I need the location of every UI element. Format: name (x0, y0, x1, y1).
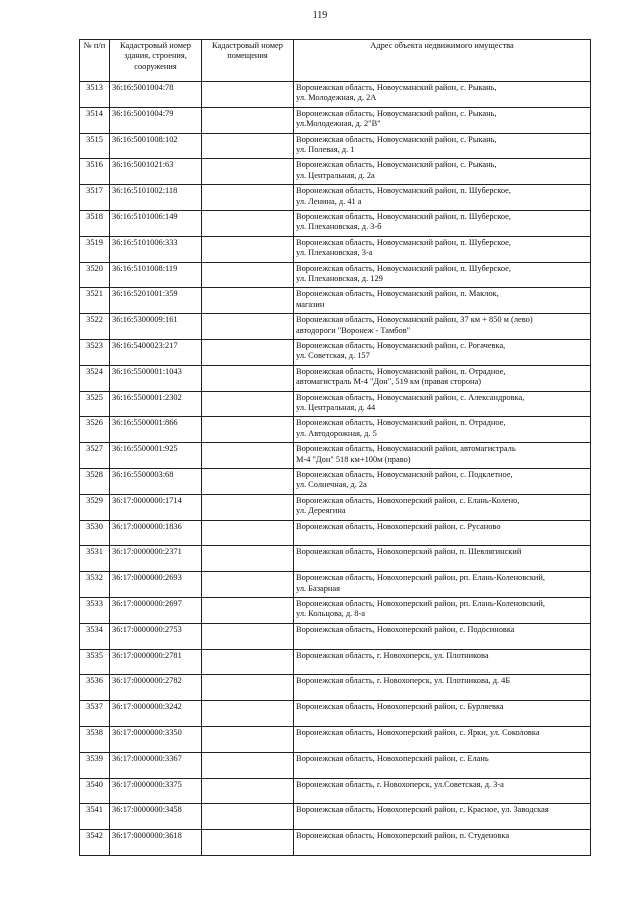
room-cadastral-number-cell (202, 468, 294, 494)
room-cadastral-number-cell (202, 520, 294, 546)
building-cadastral-number-cell: 36:16:5001004:79 (110, 107, 202, 133)
building-cadastral-number-cell: 36:17:0000000:1714 (110, 494, 202, 520)
room-cadastral-number-cell (202, 314, 294, 340)
table-row (80, 82, 591, 108)
address-line: магазин (296, 299, 325, 309)
room-cadastral-number-cell (202, 494, 294, 520)
row-number-cell: 3542 (80, 830, 110, 856)
property-address-cell (294, 778, 591, 804)
room-cadastral-number-cell (202, 288, 294, 314)
row-number-cell: 3529 (80, 494, 110, 520)
building-cadastral-number-cell: 36:16:5500001:1043 (110, 365, 202, 391)
building-cadastral-number-cell: 36:16:5400023:217 (110, 339, 202, 365)
property-address-cell (294, 82, 591, 108)
building-cadastral-number-cell: 36:16:5500001:2302 (110, 391, 202, 417)
room-cadastral-number-cell (202, 778, 294, 804)
address-line: Воронежская область, Новоусманский район, п. Отрадное, (296, 418, 506, 428)
table-row (80, 520, 591, 546)
building-cadastral-number-cell: 36:17:0000000:3618 (110, 830, 202, 856)
table-row (80, 830, 591, 856)
room-cadastral-number-cell (202, 675, 294, 701)
row-number-cell: 3520 (80, 262, 110, 288)
property-address-cell (294, 107, 591, 133)
address-line: М-4 "Дон" 518 км+100м (право) (296, 454, 411, 464)
header-property-address: Адрес объекта недвижимого имущества (294, 40, 591, 82)
row-number-cell: 3539 (80, 752, 110, 778)
building-cadastral-number-cell: 36:17:0000000:2782 (110, 675, 202, 701)
room-cadastral-number-cell (202, 701, 294, 727)
building-cadastral-number-cell: 36:16:5300009:161 (110, 314, 202, 340)
address-line: ул. Полевая, д. 1 (296, 145, 355, 154)
property-registry-table (79, 39, 591, 856)
building-cadastral-number-cell: 36:16:5101006:333 (110, 236, 202, 262)
building-cadastral-number-cell: 36:17:0000000:2753 (110, 623, 202, 649)
table-row (80, 133, 591, 159)
row-number-cell: 3518 (80, 210, 110, 236)
property-address-cell (294, 443, 591, 469)
address-line: Воронежская область, Новоусманский район, с. Рыкань, (296, 134, 497, 144)
property-address-cell (294, 210, 591, 236)
room-cadastral-number-cell (202, 185, 294, 211)
property-address-cell (294, 236, 591, 262)
address-line: Воронежская область, Новоусманский район, с. Подклетное, (296, 469, 513, 479)
address-line: ул. Солнечная, д. 2а (296, 480, 367, 490)
address-line: Воронежская область, Новоусманский район, с. Александровка, (296, 392, 525, 402)
room-cadastral-number-cell (202, 546, 294, 572)
table-row (80, 417, 591, 443)
property-address-cell (294, 546, 591, 572)
room-cadastral-number-cell (202, 365, 294, 391)
address-line: Воронежская область, Новохоперский район, с. Елань (296, 753, 489, 763)
row-number-cell: 3534 (80, 623, 110, 649)
header-room-cadastral-number: Кадастровый номер помещения (202, 40, 294, 82)
address-line: Воронежская область, Новохоперский район, рп. Елань-Коленовский, (296, 598, 545, 608)
property-address-cell (294, 133, 591, 159)
table-row (80, 262, 591, 288)
address-line: Воронежская область, Новохоперский район, с. Елань-Колено, (296, 495, 520, 505)
row-number-cell: 3521 (80, 288, 110, 314)
room-cadastral-number-cell (202, 830, 294, 856)
room-cadastral-number-cell (202, 236, 294, 262)
table-row (80, 391, 591, 417)
address-line: ул. Центральная, д. 2а (296, 170, 375, 180)
property-address-cell (294, 494, 591, 520)
table-row (80, 494, 591, 520)
table-row (80, 365, 591, 391)
property-address-cell (294, 520, 591, 546)
address-line: Воронежская область, Новохоперский район, с. Подосиновка (296, 624, 515, 634)
address-line: Воронежская область, Новоусманский район, п. Отрадное, (296, 366, 506, 376)
row-number-cell: 3540 (80, 778, 110, 804)
room-cadastral-number-cell (202, 417, 294, 443)
row-number-cell: 3523 (80, 339, 110, 365)
property-address-cell (294, 701, 591, 727)
room-cadastral-number-cell (202, 210, 294, 236)
property-address-cell (294, 262, 591, 288)
table-row (80, 236, 591, 262)
table-row (80, 726, 591, 752)
table-row (80, 752, 591, 778)
table-row (80, 804, 591, 830)
row-number-cell: 3535 (80, 649, 110, 675)
row-number-cell: 3531 (80, 546, 110, 572)
address-line: Воронежская область, г. Новохоперск, ул.Советская, д. 3-а (296, 779, 504, 789)
row-number-cell: 3538 (80, 726, 110, 752)
table-row (80, 288, 591, 314)
row-number-cell: 3527 (80, 443, 110, 469)
room-cadastral-number-cell (202, 752, 294, 778)
property-address-cell (294, 830, 591, 856)
address-line: ул. Базарная (296, 583, 340, 593)
address-line: Воронежская область, Новоусманский район, п. Шуберское, (296, 211, 511, 221)
room-cadastral-number-cell (202, 391, 294, 417)
table-body (80, 82, 591, 856)
address-line: Воронежская область, Новоусманский район, п. Шуберское, (296, 263, 511, 273)
row-number-cell: 3536 (80, 675, 110, 701)
room-cadastral-number-cell (202, 804, 294, 830)
building-cadastral-number-cell: 36:17:0000000:2697 (110, 597, 202, 623)
row-number-cell: 3515 (80, 133, 110, 159)
address-line: Воронежская область, Новоусманский район, с. Рогачевка, (296, 340, 506, 350)
building-cadastral-number-cell: 36:17:0000000:3458 (110, 804, 202, 830)
property-address-cell (294, 339, 591, 365)
row-number-cell: 3533 (80, 597, 110, 623)
property-address-cell (294, 752, 591, 778)
row-number-cell: 3528 (80, 468, 110, 494)
table-row (80, 649, 591, 675)
table-row (80, 675, 591, 701)
building-cadastral-number-cell: 36:16:5001021:63 (110, 159, 202, 185)
header-row-number: № п/п (80, 40, 110, 82)
property-address-cell (294, 185, 591, 211)
table-row (80, 185, 591, 211)
address-line: ул. Кольцова, д. 8-а (296, 609, 365, 619)
building-cadastral-number-cell: 36:17:0000000:3242 (110, 701, 202, 727)
row-number-cell: 3517 (80, 185, 110, 211)
room-cadastral-number-cell (202, 82, 294, 108)
property-address-cell (294, 804, 591, 830)
table-row (80, 623, 591, 649)
row-number-cell: 3537 (80, 701, 110, 727)
address-line: Воронежская область, Новоусманский район, 37 км + 850 м (лево) (296, 315, 533, 325)
table-row (80, 546, 591, 572)
address-line: ул. Дереягина (296, 506, 346, 516)
address-line: Воронежская область, Новоусманский район, п. Маклок, (296, 289, 499, 299)
address-line: Воронежская область, Новоусманский район, с. Рыкань, (296, 160, 497, 170)
building-cadastral-number-cell: 36:17:0000000:1836 (110, 520, 202, 546)
address-line: Воронежская область, Новохоперский район, с. Ярки, ул. Соколовка (296, 727, 540, 737)
table-row (80, 468, 591, 494)
room-cadastral-number-cell (202, 443, 294, 469)
row-number-cell: 3525 (80, 391, 110, 417)
property-address-cell (294, 314, 591, 340)
room-cadastral-number-cell (202, 133, 294, 159)
address-line: ул. Плехановская, д. 129 (296, 273, 383, 283)
address-line: ул. Центральная, д. 44 (296, 402, 376, 412)
building-cadastral-number-cell: 36:16:5201001:359 (110, 288, 202, 314)
address-line: ул. Молодежная, д. 2А (296, 93, 377, 103)
table-row (80, 443, 591, 469)
address-line: ул. Ленина, д. 41 а (296, 196, 362, 206)
building-cadastral-number-cell: 36:16:5500003:68 (110, 468, 202, 494)
building-cadastral-number-cell: 36:17:0000000:2781 (110, 649, 202, 675)
property-address-cell (294, 365, 591, 391)
address-line: ул. Плехановская, д. 3-б (296, 222, 382, 232)
room-cadastral-number-cell (202, 597, 294, 623)
address-line: Воронежская область, Новоусманский район, с. Рыкань, (296, 83, 497, 92)
address-line: Воронежская область, Новоусманский район, с. Рыкань, (296, 108, 497, 118)
property-address-cell (294, 288, 591, 314)
page-number: 119 (312, 10, 328, 21)
row-number-cell: 3541 (80, 804, 110, 830)
row-number-cell: 3526 (80, 417, 110, 443)
address-line: Воронежская область, Новоусманский район, п. Шуберское, (296, 237, 511, 247)
address-line: Воронежская область, Новоусманский район, п. Шуберское, (296, 186, 511, 196)
address-line: Воронежская область, Новохоперский район, с. Бурляевка (296, 702, 504, 712)
room-cadastral-number-cell (202, 649, 294, 675)
row-number-cell: 3532 (80, 572, 110, 598)
table-row (80, 107, 591, 133)
building-cadastral-number-cell: 36:17:0000000:2371 (110, 546, 202, 572)
building-cadastral-number-cell: 36:16:5101008:119 (110, 262, 202, 288)
table-row (80, 572, 591, 598)
address-line: автодороги "Воронеж - Тамбов" (296, 325, 411, 335)
address-line: Воронежская область, г. Новохоперск, ул. Плотникова (296, 650, 489, 660)
address-line: Воронежская область, Новохоперский район, рп. Елань-Коленовский, (296, 573, 545, 583)
row-number-cell: 3514 (80, 107, 110, 133)
row-number-cell: 3530 (80, 520, 110, 546)
header-building-cadastral-number: Кадастровый номер здания, строения, сооружения (110, 40, 202, 82)
address-line: ул. Советская, д. 157 (296, 351, 370, 361)
room-cadastral-number-cell (202, 339, 294, 365)
building-cadastral-number-cell: 36:16:5101006:149 (110, 210, 202, 236)
room-cadastral-number-cell (202, 623, 294, 649)
building-cadastral-number-cell: 36:16:5001004:78 (110, 82, 202, 108)
property-address-cell (294, 417, 591, 443)
room-cadastral-number-cell (202, 262, 294, 288)
building-cadastral-number-cell: 36:17:0000000:3350 (110, 726, 202, 752)
table-row (80, 597, 591, 623)
building-cadastral-number-cell: 36:17:0000000:3375 (110, 778, 202, 804)
building-cadastral-number-cell: 36:16:5500001:866 (110, 417, 202, 443)
property-address-cell (294, 391, 591, 417)
property-address-cell (294, 675, 591, 701)
row-number-cell: 3519 (80, 236, 110, 262)
property-address-cell (294, 649, 591, 675)
row-number-cell: 3516 (80, 159, 110, 185)
address-line: Воронежская область, г. Новохоперск, ул. Плотникова, д. 4Б (296, 676, 511, 686)
table-row (80, 339, 591, 365)
row-number-cell: 3524 (80, 365, 110, 391)
row-number-cell: 3513 (80, 82, 110, 108)
property-address-cell (294, 468, 591, 494)
address-line: ул.Молодежная, д. 2"В" (296, 119, 381, 129)
address-line: Воронежская область, Новохоперский район, с. Красное, ул. Заводская (296, 805, 549, 815)
room-cadastral-number-cell (202, 726, 294, 752)
address-line: ул. Плехановская, 3-а (296, 248, 373, 258)
building-cadastral-number-cell: 36:16:5101002:118 (110, 185, 202, 211)
table-row (80, 159, 591, 185)
property-address-cell (294, 726, 591, 752)
property-address-cell (294, 597, 591, 623)
property-address-cell (294, 623, 591, 649)
building-cadastral-number-cell: 36:17:0000000:2693 (110, 572, 202, 598)
building-cadastral-number-cell: 36:17:0000000:3367 (110, 752, 202, 778)
property-address-cell (294, 159, 591, 185)
table-header-row (80, 40, 591, 82)
address-line: автомагистраль М-4 "Дон", 519 км (правая сторона) (296, 377, 482, 387)
building-cadastral-number-cell: 36:16:5500001:925 (110, 443, 202, 469)
room-cadastral-number-cell (202, 107, 294, 133)
table-row (80, 701, 591, 727)
table-row (80, 314, 591, 340)
address-line: Воронежская область, Новохоперский район, п. Студеновка (296, 831, 510, 841)
room-cadastral-number-cell (202, 159, 294, 185)
address-line: Воронежская область, Новохоперский район, п. Шевлягинский (296, 547, 522, 557)
address-line: Воронежская область, Новоусманский район, автомагистраль (296, 444, 516, 454)
property-address-cell (294, 572, 591, 598)
building-cadastral-number-cell: 36:16:5001008:102 (110, 133, 202, 159)
table-row (80, 778, 591, 804)
room-cadastral-number-cell (202, 572, 294, 598)
address-line: Воронежская область, Новохоперский район, с. Русаново (296, 521, 501, 531)
address-line: ул. Автодорожная, д. 5 (296, 428, 377, 438)
table-row (80, 210, 591, 236)
row-number-cell: 3522 (80, 314, 110, 340)
